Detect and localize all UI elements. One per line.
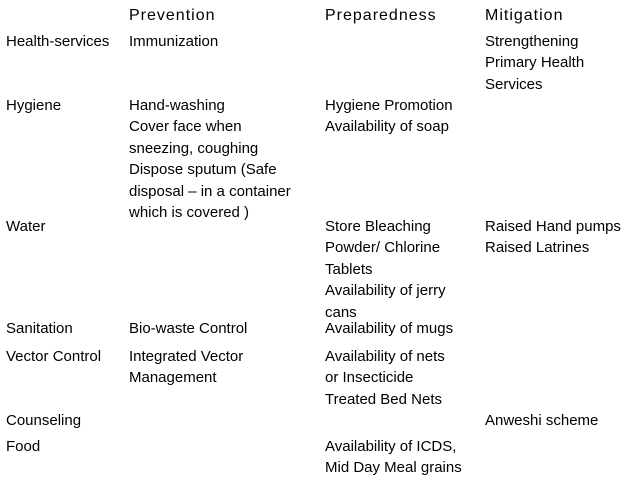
header-mitigation: Mitigation [485, 7, 564, 24]
cell-line: disposal – in a container [129, 182, 291, 200]
cell-line: Availability of jerry [325, 282, 446, 300]
cell-line: Tablets [325, 260, 373, 278]
cell-line: Mid Day Meal grains [325, 459, 462, 477]
cell-line: Raised Latrines [485, 239, 590, 257]
preparedness-cell [325, 436, 462, 479]
cell-line: Strengthening [485, 33, 579, 50]
cell-line: Hand-washing [129, 97, 225, 114]
cell-line: or Insecticide [325, 369, 414, 387]
row-category: Water [6, 218, 46, 235]
cell-line: Powder/ Chlorine [325, 239, 441, 257]
header-preparedness: Preparedness [325, 7, 437, 24]
row-category: Vector Control [6, 348, 102, 365]
prevention-cell [129, 318, 247, 339]
cell-line: Treated Bed Nets [325, 390, 443, 408]
cell-line: Store Bleaching [325, 218, 431, 235]
cell-line: Availability of mugs [325, 320, 454, 337]
cell-line: Services [485, 75, 543, 93]
cell-line: Cover face when [129, 118, 242, 136]
row-category: Hygiene [6, 97, 62, 114]
row-category: Counseling [6, 412, 82, 429]
preparedness-cell [325, 346, 445, 410]
mitigation-cell [485, 216, 621, 259]
preparedness-cell [325, 95, 453, 138]
row-category: Food [6, 438, 41, 455]
prevention-cell [129, 346, 243, 389]
cell-line: Immunization [129, 33, 219, 50]
cell-line: Dispose sputum (Safe [129, 161, 277, 179]
cell-line: Integrated Vector [129, 348, 244, 365]
cell-line: Hygiene Promotion [325, 97, 453, 114]
prevention-cell [129, 31, 218, 52]
prevention-cell [129, 95, 291, 223]
cell-line: cans [325, 303, 357, 321]
cell-line: Raised Hand pumps [485, 218, 621, 235]
cell-line: Availability of nets [325, 348, 445, 365]
cell-line: Primary Health [485, 54, 585, 72]
header-prevention: Prevention [129, 7, 216, 24]
cell-line: which is covered ) [129, 204, 250, 222]
preparedness-cell [325, 318, 453, 339]
mitigation-cell [485, 31, 584, 95]
row-category: Sanitation [6, 320, 73, 337]
cell-line: Availability of ICDS, [325, 438, 457, 455]
cell-line: Anweshi scheme [485, 412, 599, 429]
row-category: Health-services [6, 33, 110, 50]
preparedness-cell [325, 216, 446, 323]
cell-line: Availability of soap [325, 118, 449, 136]
cell-line: sneezing, coughing [129, 139, 259, 157]
mitigation-cell [485, 410, 598, 431]
cell-line: Management [129, 369, 217, 387]
cell-line: Bio-waste Control [129, 320, 248, 337]
